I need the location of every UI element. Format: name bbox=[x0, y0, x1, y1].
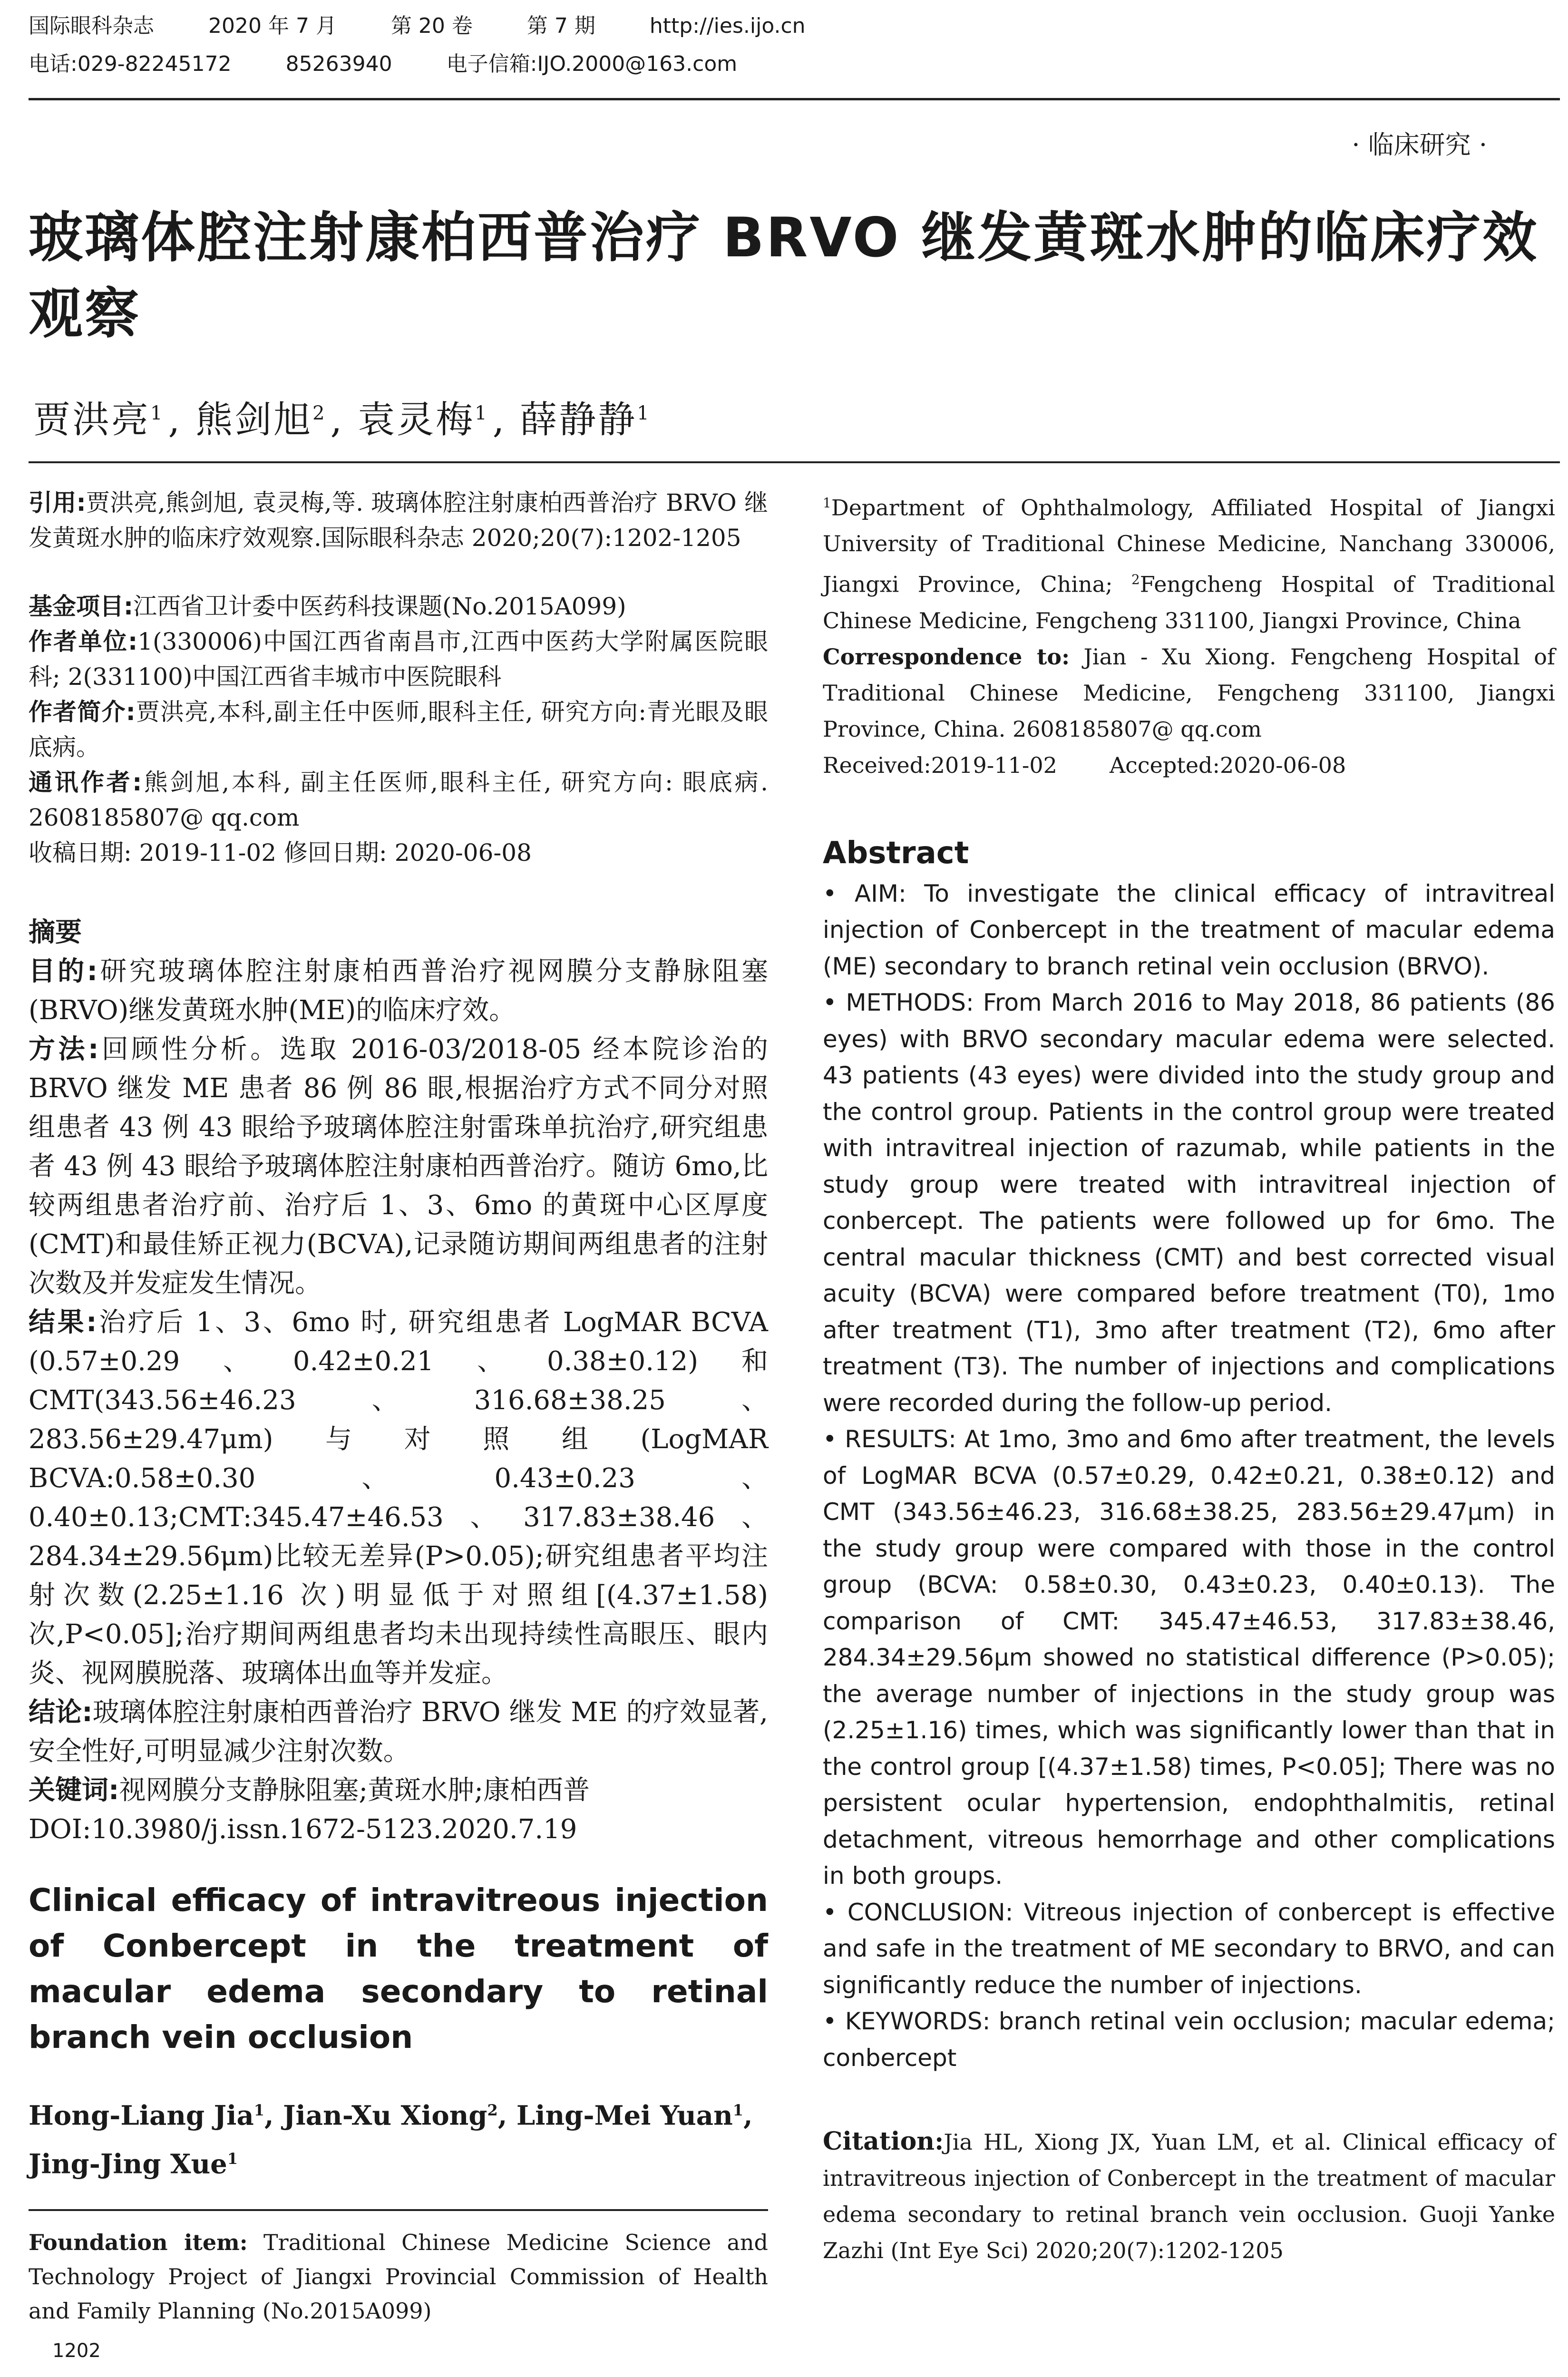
abstract-en bbox=[823, 876, 1555, 2076]
title-rule bbox=[29, 461, 1560, 463]
conclusion-zh bbox=[29, 1693, 768, 1771]
volume: 第 20 卷 bbox=[390, 14, 473, 38]
section-tag: · 临床研究 · bbox=[1352, 130, 1487, 160]
author-affil-sup: 1 bbox=[732, 2101, 744, 2119]
conclusion-text: 玻璃体腔注射康柏西普治疗 BRVO 继发 ME 的疗效显著,安全性好,可明显减少注射次数。 bbox=[29, 1697, 768, 1767]
results-text: At 1mo, 3mo and 6mo after treatment, the levels of LogMAR BCVA (0.57±0.29, 0.42±0.21, 0.38±0.12) and CMT (343.56±46.23, 316.68±38.25, 283.56±29.47μm) in the study group were compared with those in the control group (BCVA: 0.58±0.30, 0.43±0.23, 0.40±0.13). The comparison of CMT: 345.47±46.53, 317.83±38.46, 284.34±29.56μm showed no statistical difference (P>0.05); the average number of injections in the study group was (2.25±1.16) times, which was significantly lower than that in the control group [(4.37±1.58) times, P<0.05]; There was no persistent ocular hypertension, endophthalmitis, retinal detachment, vitreous hemorrhage and other complications in both groups. bbox=[823, 1425, 1555, 1890]
aim-text: To investigate the clinical efficacy of intravitreal injection of Conbercept in the treatment of macular edema (ME) secondary to branch retinal vein occlusion (BRVO). bbox=[823, 879, 1555, 980]
citation-text: Jia HL, Xiong JX, Yuan LM, et al. Clinical efficacy of intravitreous injection of Conbercept in the treatment of macular edema secondary to retinal branch vein occlusion. Guoji Yanke Zazhi (Int Eye Sci) 2020;20(7):1202-1205 bbox=[823, 2129, 1555, 2264]
bio-label: 作者简介: bbox=[29, 698, 136, 726]
received-date: Received:2019-11-02 bbox=[823, 752, 1057, 778]
dates-zh: 收稿日期: 2019-11-02 修回日期: 2020-06-08 bbox=[29, 839, 532, 867]
author-affil-sup: 1 bbox=[637, 402, 651, 424]
article-title-en: Clinical efficacy of intravitreous injection of Conbercept in the treatment of macular edema secondary to retinal branch vein occlusion bbox=[29, 1882, 768, 2056]
correspondence-en bbox=[823, 639, 1555, 747]
corresponding-author bbox=[29, 765, 768, 835]
accepted-date: Accepted:2020-06-08 bbox=[1109, 752, 1346, 778]
keywords-label: • KEYWORDS: bbox=[823, 2007, 991, 2036]
dates-en bbox=[823, 747, 1555, 783]
foundation-text: Traditional Chinese Medicine Science and Technology Project of Jiangxi Provincial Commission of Health and Family Planning (No.2015A099) bbox=[29, 2230, 768, 2324]
keywords-zh bbox=[29, 1771, 768, 1810]
conclusion-text: Vitreous injection of conbercept is effective and safe in the treatment of ME secondary to BRVO, and can significantly reduce the number of injections. bbox=[823, 1898, 1555, 1999]
corr-text: 熊剑旭,本科, 副主任医师,眼科主任, 研究方向: 眼底病. 2608185807@ qq.com bbox=[29, 769, 769, 831]
author-en: Hong-Liang Jia bbox=[29, 2100, 254, 2132]
citation-label: 引用: bbox=[29, 489, 86, 516]
author-affil-sup: 1 bbox=[227, 2149, 238, 2168]
fund-item bbox=[29, 589, 768, 624]
author-zh: 袁灵梅 bbox=[358, 399, 475, 441]
affiliations-en bbox=[823, 485, 1555, 783]
author-unit bbox=[29, 624, 768, 694]
affiliation-1: Department of Ophthalmology, Affiliated Hospital of Jiangxi University of Traditional Chinese Medicine, Nanchang 330006, Jiangxi Province, China; bbox=[823, 495, 1555, 597]
keywords-text: 视网膜分支静脉阻塞;黄斑水肿;康柏西普 bbox=[119, 1775, 590, 1806]
issue-date: 2020 年 7 月 bbox=[208, 14, 337, 38]
methods-text: 回顾性分析。选取 2016-03/2018-05 经本院诊治的 BRVO 继发 ME 患者 86 例 86 眼,根据治疗方式不同分对照组患者 43 例 43 眼给予玻璃体腔注射雷珠单抗治疗,研究组患者 43 例 43 眼给予玻璃体腔注射康柏西普治疗。随访 6mo,比较两组患者治疗前、治疗后 1、3、6mo 的黄斑中心区厚度(CMT)和最佳矫正视力(BCVA),记录随访期间两组患者的注射次数及并发症发生情况。 bbox=[29, 1034, 769, 1299]
right-column bbox=[823, 485, 1555, 2269]
corr-label: 通讯作者: bbox=[29, 769, 142, 796]
methods-zh bbox=[29, 1030, 768, 1303]
journal-name: 国际眼科杂志 bbox=[29, 14, 154, 38]
affil-sup: 2 bbox=[1131, 572, 1140, 588]
doi[interactable]: DOI:10.3980/j.issn.1672-5123.2020.7.19 bbox=[29, 1814, 577, 1845]
journal-header-line-1 bbox=[29, 10, 853, 43]
journal-header-line-2 bbox=[29, 48, 785, 81]
author-zh: 熊剑旭 bbox=[195, 399, 313, 441]
methods-text: From March 2016 to May 2018, 86 patients (86 eyes) with BRVO secondary macular edema were selected. 43 patients (43 eyes) were divided into the study group and the control group. Patients in the control group were treated with intravitreal injection of razumab, while patients in the study group were treated with intravitreal injection of conbercept. The patients were followed up for 6mo. The central macular thickness (CMT) and best corrected visual acuity (BCVA) were compared before treatment (T0), 1mo after treatment (T1), 3mo after treatment (T2), 6mo after treatment (T3). The number of injections and complications were recorded during the follow-up period. bbox=[823, 989, 1555, 1417]
spacer bbox=[823, 783, 1555, 836]
author-zh: 贾洪亮 bbox=[33, 399, 151, 441]
affil-sup: 1 bbox=[823, 495, 831, 511]
keywords-text: branch retinal vein occlusion; macular edema; conbercept bbox=[823, 2007, 1555, 2072]
author-affil-sup: 1 bbox=[253, 2101, 264, 2119]
spacer bbox=[29, 870, 768, 913]
author-separator: , bbox=[264, 2100, 283, 2132]
header-rule bbox=[29, 98, 1560, 100]
foundation-label: Foundation item: bbox=[29, 2230, 248, 2256]
author-en: Jing-Jing Xue bbox=[29, 2148, 227, 2180]
phone-2: 85263940 bbox=[285, 52, 392, 76]
issue-number: 第 7 期 bbox=[526, 14, 595, 38]
authors-zh bbox=[33, 390, 655, 443]
author-zh: 薛静静 bbox=[520, 399, 637, 441]
author-separator: , bbox=[330, 399, 344, 441]
affiliation-2: Fengcheng Hospital of Traditional Chinese Medicine, Fengcheng 331100, Jiangxi Province, China bbox=[823, 571, 1555, 633]
author-separator: , bbox=[743, 2100, 753, 2132]
keywords-label: 关键词: bbox=[29, 1775, 119, 1806]
correspondence-label: Correspondence to: bbox=[823, 643, 1070, 670]
article-title-zh: 玻璃体腔注射康柏西普治疗 BRVO 继发黄斑水肿的临床疗效观察 bbox=[29, 206, 1539, 345]
author-separator: , bbox=[168, 399, 182, 441]
unit-label: 作者单位: bbox=[29, 628, 138, 655]
aim-en bbox=[823, 876, 1555, 985]
abstract-heading-zh: 摘要 bbox=[29, 917, 82, 948]
author-bio bbox=[29, 694, 768, 765]
affiliations bbox=[823, 485, 1555, 639]
aim-zh bbox=[29, 952, 768, 1030]
author-affil-sup: 1 bbox=[150, 402, 165, 424]
results-label: 结果: bbox=[29, 1307, 97, 1338]
results-en bbox=[823, 1421, 1555, 1894]
abstract-heading-en: Abstract bbox=[823, 835, 969, 871]
author-en: Ling-Mei Yuan bbox=[516, 2100, 733, 2132]
conclusion-label: • CONCLUSION: bbox=[823, 1898, 1013, 1926]
fund-label: 基金项目: bbox=[29, 593, 133, 620]
methods-label: • METHODS: bbox=[823, 989, 974, 1017]
conclusion-label: 结论: bbox=[29, 1697, 93, 1728]
footnote-rule bbox=[29, 2209, 768, 2211]
metadata-zh bbox=[29, 485, 768, 870]
journal-url[interactable]: http://ies.ijo.cn bbox=[649, 14, 806, 38]
aim-label: • AIM: bbox=[823, 879, 906, 907]
citation-label: Citation: bbox=[823, 2127, 944, 2156]
citation-text: 贾洪亮,熊剑旭, 袁灵梅,等. 玻璃体腔注射康柏西普治疗 BRVO 继发黄斑水肿的临床疗效观察.国际眼科杂志 2020;20(7):1202-1205 bbox=[29, 489, 768, 552]
author-en: Jian-Xu Xiong bbox=[283, 2100, 487, 2132]
aim-text: 研究玻璃体腔注射康柏西普治疗视网膜分支静脉阻塞(BRVO)继发黄斑水肿(ME)的临床疗效。 bbox=[29, 956, 769, 1026]
foundation-item bbox=[29, 2225, 768, 2328]
author-separator: , bbox=[492, 399, 506, 441]
bio-text: 贾洪亮,本科,副主任中医师,眼科主任, 研究方向:青光眼及眼底病。 bbox=[29, 698, 768, 761]
left-column bbox=[29, 485, 768, 2328]
author-affil-sup: 1 bbox=[475, 402, 489, 424]
results-label: • RESULTS: bbox=[823, 1425, 957, 1453]
methods-en bbox=[823, 984, 1555, 1421]
abstract-zh bbox=[29, 913, 768, 1849]
author-affil-sup: 2 bbox=[487, 2101, 498, 2119]
results-text: 治疗后 1、3、6mo 时, 研究组患者 LogMAR BCVA (0.57±0.29、0.42±0.21、0.38±0.12)和 CMT(343.56±46.23、316.68±38.25、283.56±29.47μm)与对照组(LogMAR BCVA:0.58±0.30、0.43±0.23、0.40±0.13;CMT:345.47±46.53、317.83±38.46、284.34±29.56μm)比较无差异(P>0.05);研究组患者平均注射次数(2.25±1.16 次)明显低于对照组[(4.37±1.58)次,P<0.05];治疗期间两组患者均未出现持续性高眼压、眼内炎、视网膜脱落、玻璃体出血等并发症。 bbox=[29, 1307, 768, 1689]
citation-en bbox=[823, 2124, 1555, 2269]
keywords-en bbox=[823, 2003, 1555, 2076]
conclusion-en bbox=[823, 1894, 1555, 2004]
correspondence-text: Jian - Xu Xiong. Fengcheng Hospital of Traditional Chinese Medicine, Fengcheng 331100, Jiangxi Province, China. 2608185807@ qq.com bbox=[823, 643, 1556, 742]
unit-text: 1(330006)中国江西省南昌市,江西中医药大学附属医院眼科; 2(331100)中国江西省丰城市中医院眼科 bbox=[29, 628, 768, 691]
authors-en bbox=[29, 2089, 768, 2185]
results-zh bbox=[29, 1303, 768, 1693]
author-affil-sup: 2 bbox=[312, 402, 327, 424]
phone: 电话:029-82245172 bbox=[29, 52, 232, 76]
spacer bbox=[29, 555, 768, 589]
citation-zh bbox=[29, 485, 768, 555]
fund-text: 江西省卫计委中医药科技课题(No.2015A099) bbox=[133, 593, 626, 620]
methods-label: 方法: bbox=[29, 1034, 99, 1065]
aim-label: 目的: bbox=[29, 956, 98, 987]
email[interactable]: 电子信箱:IJO.2000@163.com bbox=[446, 52, 738, 76]
page-number: 1202 bbox=[52, 2340, 101, 2362]
author-separator: , bbox=[497, 2100, 516, 2132]
